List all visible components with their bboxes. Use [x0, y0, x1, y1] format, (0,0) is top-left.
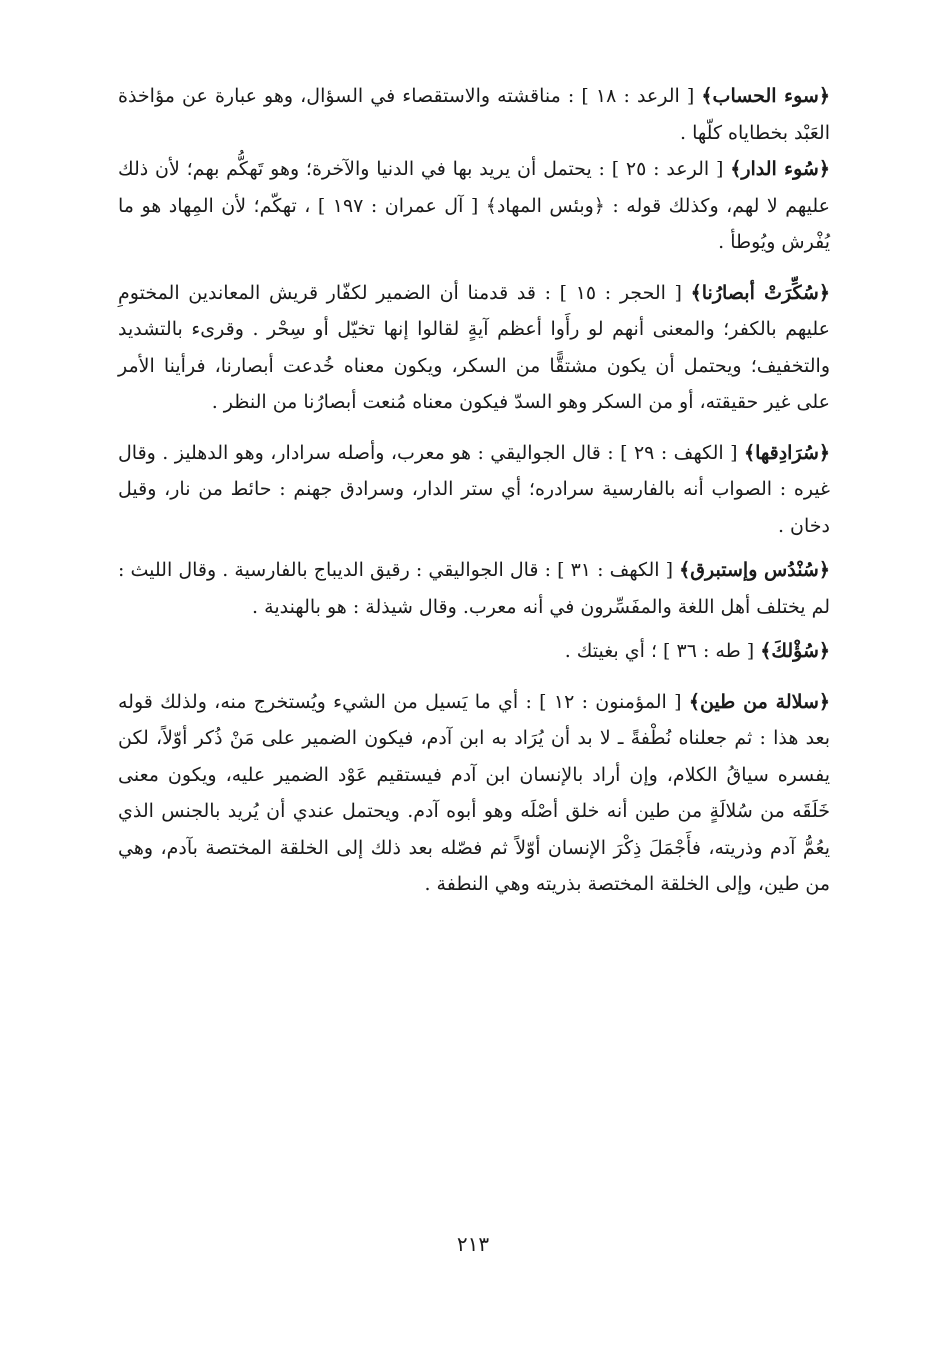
entry-sundus-wa-istabraq [118, 552, 830, 625]
entry-term: ﴿سُوء الدار﴾ [730, 158, 830, 180]
entry-text: [ المؤمنون : ١٢ ] : أي ما يَسيل من الشيء ويُستخرج منه، ولذلك قوله بعد هذا : ثم جعلناه نُطْفةً ـ لا بد أن يُرَاد به ابن آدم، فيكون الضمير على مَنْ ذُكر أوّلاً، لكن يفسره سياقُ الكلام، وإن أراد بالإنسان ابن آدم فيستقيم عَوْد الضمير عليه، ويكون معنى خَلَقَه من سُلالَةٍ من طين أنه خلق أصْلَه وهو أبوه آدم. ويحتمل عندي أن يُريد بالجنس الذي يعُمُّ آدم وذريته، فأَجْمَلَ ذِكْرَ الإنسان أوّلاً ثم فصّله بعد ذلك إلى الخلقة المختصة بآدم، وهي من طين، وإلى الخلقة المختصة بذريته وهي النطفة . [118, 690, 830, 895]
entry-term: ﴿سُكِّرَتْ أبصارُنا﴾ [690, 281, 830, 304]
entry-term: ﴿سلالة من طين﴾ [688, 690, 831, 713]
entry-sulala-min-tin [118, 684, 830, 903]
entry-text: [ الحجر : ١٥ ] : قد قدمنا أن الضمير لكفّار قريش المعاندين المختومِ عليهم بالكفر؛ والمعنى أنهم لو رأَوا أعظم آيةٍ لقالوا إنها تخيّل أو سِحْر . وقرىء بالتشديد والتخفيف؛ ويحتمل أن يكون مشتقًّا من السكر، ويكون معناه خُدعت أبصارنا، فرأينا الأمر على غير حقيقته، أو من السكر وهو السدّ فيكون معناه مُنعت أبصارُنا من النظر . [118, 281, 830, 413]
entry-term: ﴿سُرَادِقها﴾ [743, 441, 830, 464]
entry-text: [ الكهف : ٢٩ ] : قال الجواليقي : هو معرب، وأصله سرادار، وهو الدهليز . وقال غيره : الصواب أنه بالفارسية سرادره؛ أي ستر الدار، وسرادق جهنم : حائط من نار، وقيل دخان . [118, 441, 830, 537]
entry-text: [ طه : ٣٦ ] ؛ أي بغيتك . [564, 640, 761, 662]
page-body [118, 78, 830, 1308]
entry-su-al-dar [118, 151, 830, 261]
entry-term: ﴿سُؤْلكَ﴾ [760, 640, 830, 662]
entry-sukkirat-absaruna [118, 275, 830, 421]
entry-term: ﴿سوء الحساب﴾ [701, 85, 830, 107]
entry-text: [ الرعد : ٢٥ ] : يحتمل أن يريد بها في الدنيا والآخرة؛ وهو تَهكُّم بهم؛ لأن ذلك عليهم لا لهم، وكذلك قوله : ﴿وبئس المهاد﴾ [ آل عمران : ١٩٧ ] ، تهكّم؛ لأن المِهاد هو ما يُفْرش ويُوطأ . [118, 158, 830, 253]
entry-suradiquha [118, 435, 830, 545]
entry-term: ﴿سُنْدُس وإستبرق﴾ [679, 559, 830, 581]
entry-text: [ الرعد : ١٨ ] : مناقشته والاستقصاء في السؤال، وهو عبارة عن مؤاخذة العَبْد بخطاياه كلّها . [118, 85, 830, 144]
page-number: ٢١٣ [456, 1232, 490, 1256]
entry-suluk [118, 633, 830, 670]
entry-su-al-hisab [118, 78, 830, 151]
entry-text: [ الكهف : ٣١ ] : قال الجواليقي : رقيق الديباج بالفارسية . وقال الليث : لم يختلف أهل اللغة والمفَسِّرون في أنه معرب. وقال شيذلة : هو بالهندية . [118, 559, 830, 618]
